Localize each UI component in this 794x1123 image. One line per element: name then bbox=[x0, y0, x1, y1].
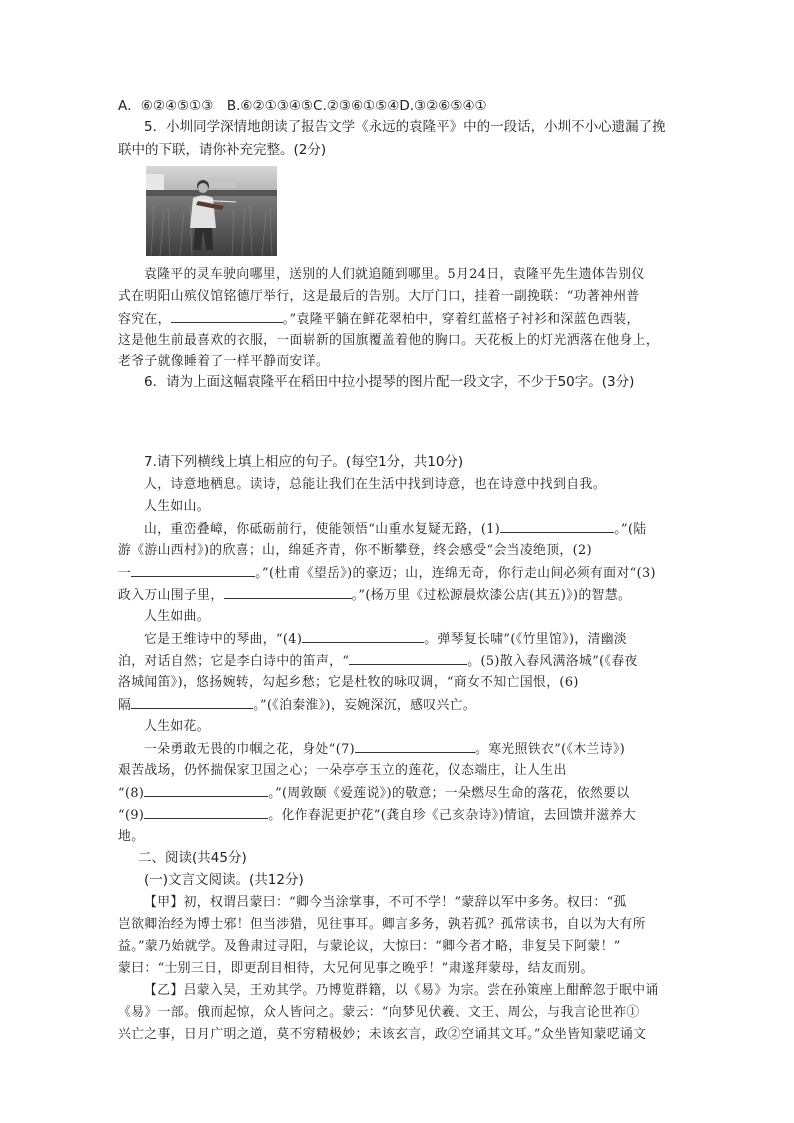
mountain-line-1-start: 山，重峦叠嶂，你砥砺前行，使能领悟“山重水复疑无路，(1) bbox=[144, 522, 501, 537]
mountain-line-4-start: 政入万山围子里， bbox=[118, 588, 224, 603]
flower-line-3 bbox=[118, 782, 678, 804]
flower-line-3-start: “(8) bbox=[118, 786, 145, 801]
passage-yi-line-2: 《易》一部。俄而起惊，众人皆问之。蒙云：“向梦见伏羲、文王、周公，与我言论世祚① bbox=[118, 1005, 640, 1020]
heading-life-as-music: 人生如曲。 bbox=[144, 609, 210, 624]
passage-line-4: 这是他生前最喜欢的衣服，一面崭新的国旗覆盖着他的胸口。天花板上的灯光洒落在他身上， bbox=[118, 333, 660, 348]
passage-line-3-end: 。”袁隆平躺在鲜花翠柏中，穿着红蓝格子衬衫和深蓝色西装， bbox=[282, 312, 640, 327]
mountain-line-3-end: 。”(杜甫《望岳》)的豪迈；山，连绵无奇，你行走山间必须有面对“(3) bbox=[255, 566, 656, 581]
mountain-line-3-start: 一 bbox=[118, 566, 132, 581]
flower-line-3-end: 。”(周敦颐《爱莲说》)的敬意；一朵燃尽生命的落花，依然要以 bbox=[268, 786, 630, 801]
q5-line-1: 5．小圳同学深情地朗读了报告文学《永远的袁隆平》中的一段话，小圳不小心遗漏了挽 bbox=[144, 119, 666, 135]
passage-line-1: 袁隆平的灵车驶向哪里，送别的人们就追随到哪里。5月24日，袁隆平先生遗体告别仪 bbox=[144, 267, 645, 282]
passage-yi-line-3: 兴亡之事，日月广明之道，莫不穷精极妙；未该玄言，政②空诵其文耳。”众坐皆知蒙呓诵文 bbox=[118, 1027, 647, 1042]
passage-jia-line-2: 岂欲卿治经为博士邪！但当涉猎，见往事耳。卿言多务，孰若孤？孤常读书，自以为大有所 bbox=[118, 917, 646, 932]
blank-8[interactable] bbox=[144, 782, 268, 797]
blank-6[interactable] bbox=[131, 694, 253, 709]
blank-9[interactable] bbox=[144, 804, 268, 819]
music-line-3: 洛城闻笛》)，悠扬婉转，勾起乡愁；它是杜牧的咏叹调，“商女不知亡国恨，(6) bbox=[118, 675, 579, 690]
q4-options: A．⑥②④⑤①③ B.⑥②①③④⑤C.②③⑥①⑤④D.③②⑥⑤④① bbox=[118, 98, 487, 114]
section-reading-heading: 二、阅读(共45分) bbox=[138, 850, 247, 866]
music-line-1 bbox=[118, 628, 678, 650]
blank-couplet[interactable] bbox=[171, 308, 283, 323]
music-line-1-end: 。弹琴复长啸”(《竹里馆》)，清幽淡 bbox=[424, 632, 628, 647]
passage-yi-line-1: 【乙】吕蒙入吴，王劝其学。乃博览群籍，以《易》为宗。尝在孙策座上酣醉忽于眠中诵 bbox=[144, 983, 659, 998]
music-line-4 bbox=[118, 694, 678, 716]
flower-line-1 bbox=[118, 738, 678, 760]
q7-intro: 人，诗意地栖息。读诗，总能让我们在生活中找到诗意，也在诗意中找到自我。 bbox=[144, 477, 606, 492]
passage-line-3-start: 容究在， bbox=[118, 312, 171, 327]
mountain-line-4 bbox=[118, 584, 678, 606]
blank-7[interactable] bbox=[355, 738, 475, 753]
q5-line-2: 联中的下联，请你补充完整。(2分) bbox=[118, 142, 327, 158]
passage-line-2: 式在明阳山殡仪馆铭德厅举行，这是最后的告别。大厅门口，挂着一副挽联：“功著神州普 bbox=[118, 289, 640, 304]
mountain-line-2: 游《游山西村》)的欣喜；山，绵延齐青，你不断攀登，终会感受“会当凌绝顶，(2) bbox=[118, 543, 592, 558]
flower-line-4-start: “(9) bbox=[118, 808, 145, 823]
blank-2[interactable] bbox=[131, 562, 255, 577]
blank-1[interactable] bbox=[500, 518, 614, 533]
flower-line-5: 地。 bbox=[118, 829, 145, 844]
flower-line-4-end: 。化作春泥更护花”(龚自珍《己亥杂诗》)情谊，去回馈并滋养大 bbox=[268, 808, 636, 823]
mountain-line-4-end: 。”(杨万里《过松源晨炊漆公店(其五)》)的智慧。 bbox=[351, 588, 632, 603]
blank-5[interactable] bbox=[349, 650, 467, 665]
mountain-line-1 bbox=[118, 518, 678, 540]
music-line-4-start: 隔 bbox=[118, 698, 132, 713]
heading-life-as-mountain: 人生如山。 bbox=[144, 499, 210, 514]
music-line-4-end: 。”(《泊秦淮》)，妄婉深沉，感叹兴亡。 bbox=[253, 698, 477, 713]
blank-3[interactable] bbox=[224, 584, 352, 599]
heading-life-as-flower: 人生如花。 bbox=[144, 719, 210, 734]
blank-4[interactable] bbox=[302, 628, 424, 643]
photo-yuan-longping-icon bbox=[146, 166, 277, 256]
photo-yuan-longping bbox=[146, 166, 277, 256]
mountain-line-3 bbox=[118, 562, 678, 584]
flower-line-1-end: 。寒光照铁衣”(《木兰诗》) bbox=[475, 742, 626, 757]
subsection-classical-heading: (一)文言文阅读。(共12分) bbox=[144, 872, 304, 888]
passage-line-3 bbox=[118, 308, 678, 330]
flower-line-1-start: 一朵勇敢无畏的巾帼之花，身处“(7) bbox=[144, 742, 356, 757]
passage-jia-line-1: 【甲】初，权谓吕蒙曰：“卿今当涂掌事，不可不学！”蒙辞以军中多务。权曰：“孤 bbox=[144, 895, 627, 910]
music-line-2-end: 。(5)散入春风满洛城”(《春夜 bbox=[467, 654, 638, 669]
mountain-line-1-end: 。”(陆 bbox=[614, 522, 647, 537]
passage-line-5: 老爷子就像睡着了一样平静而安详。 bbox=[118, 354, 330, 369]
music-line-2 bbox=[118, 650, 678, 672]
flower-line-4 bbox=[118, 804, 678, 826]
q7-title: 7.请下列横线上填上相应的句子。(每空1分，共10分) bbox=[144, 454, 464, 470]
q6-prompt: 6．请为上面这幅袁隆平在稻田中拉小提琴的图片配一段文字，不少于50字。(3分) bbox=[144, 374, 635, 390]
passage-jia-line-3: 益。”蒙乃始就学。及鲁肃过寻阳，与蒙论议，大惊曰：“卿今者才略，非复吴下阿蒙！” bbox=[118, 939, 621, 954]
flower-line-2: 艰苦战场，仍怀揣保家卫国之心；一朵亭亭玉立的莲花，仪态端庄，让人生出 bbox=[118, 763, 567, 778]
music-line-2-start: 泊，对话自然；它是李白诗中的笛声，“ bbox=[118, 654, 350, 669]
passage-jia-line-4: 蒙曰：“士别三日，即更刮目相待，大兄何见事之晚乎！”肃遂拜蒙母，结友而别。 bbox=[118, 961, 594, 976]
music-line-1-start: 它是王维诗中的琴曲，“(4) bbox=[144, 632, 303, 647]
